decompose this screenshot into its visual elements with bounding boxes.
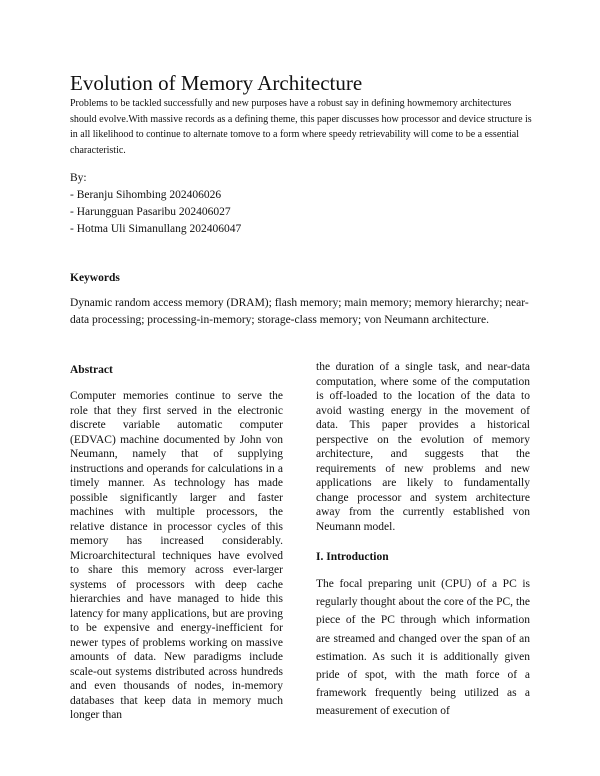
page-title: Evolution of Memory Architecture bbox=[70, 71, 363, 95]
keywords-heading: Keywords bbox=[70, 272, 120, 284]
author-entry: - Harungguan Pasaribu 202406027 bbox=[70, 206, 231, 218]
abstract-text-right-column: the duration of a single task, and near-data computation, where some of the computation is off-loaded to the location of the data to avoid wasting energy in the movement of data. This paper provides a historical perspective on the evolution of memory architecture, and suggests that the requirements of new problems and new applications are likely to fundamentally change processor and system architecture away from the currently established von Neumann model. bbox=[316, 361, 530, 533]
by-label: By: bbox=[70, 172, 87, 184]
author-entry: - Hotma Uli Simanullang 202406047 bbox=[70, 223, 242, 235]
abstract-text-left-column: Computer memories continue to serve the role that they first served in the electronic discrete variable automatic computer (EDVAC) machine documented by John von Neumann, namely that of supplying instructions and operands for calculations in a timely manner. As technology has made possible significantly larger and faster machines with multiple processors, the relative distance in processor cycles of this memory has increased considerably. Microarchitectural techniques have evolved to share this memory across ever-larger systems of processors with deep cache hierarchies and have managed to hide this latency for many applications, but are proving to be expensive and energy-inefficient for newer types of problems working on massive amounts of data. New paradigms include scale-out systems distributed across hundreds and even thousands of nodes, in-memory databases that keep data in memory much longer than bbox=[70, 390, 283, 721]
abstract-heading: Abstract bbox=[70, 364, 113, 376]
author-entry: - Beranju Sihombing 202406026 bbox=[70, 189, 222, 201]
introduction-paragraph: The focal preparing unit (CPU) of a PC is regularly thought about the core of the PC, the piece of the PC through which information are streamed and changed over the span of an estimation. As such it is additionally given pride of spot, with the math force of a framework frequently being utilized as a measurement of execution of bbox=[316, 578, 530, 718]
intro-paragraph: Problems to be tackled successfully and new purposes have a robust say in defining howmemory architectures should evolve.With massive records as a defining theme, this paper discusses how processor and device structure is in all likelihood to continue to alternate tomove to a form where speedy retrievability will come to be a essential characteristic. bbox=[70, 98, 532, 156]
author-block bbox=[70, 170, 241, 238]
section-heading-introduction: I. Introduction bbox=[316, 551, 389, 563]
keywords-text: Dynamic random access memory (DRAM); flash memory; main memory; memory hierarchy; near-data processing; processing-in-memory; storage-class memory; von Neumann architecture. bbox=[70, 297, 529, 326]
